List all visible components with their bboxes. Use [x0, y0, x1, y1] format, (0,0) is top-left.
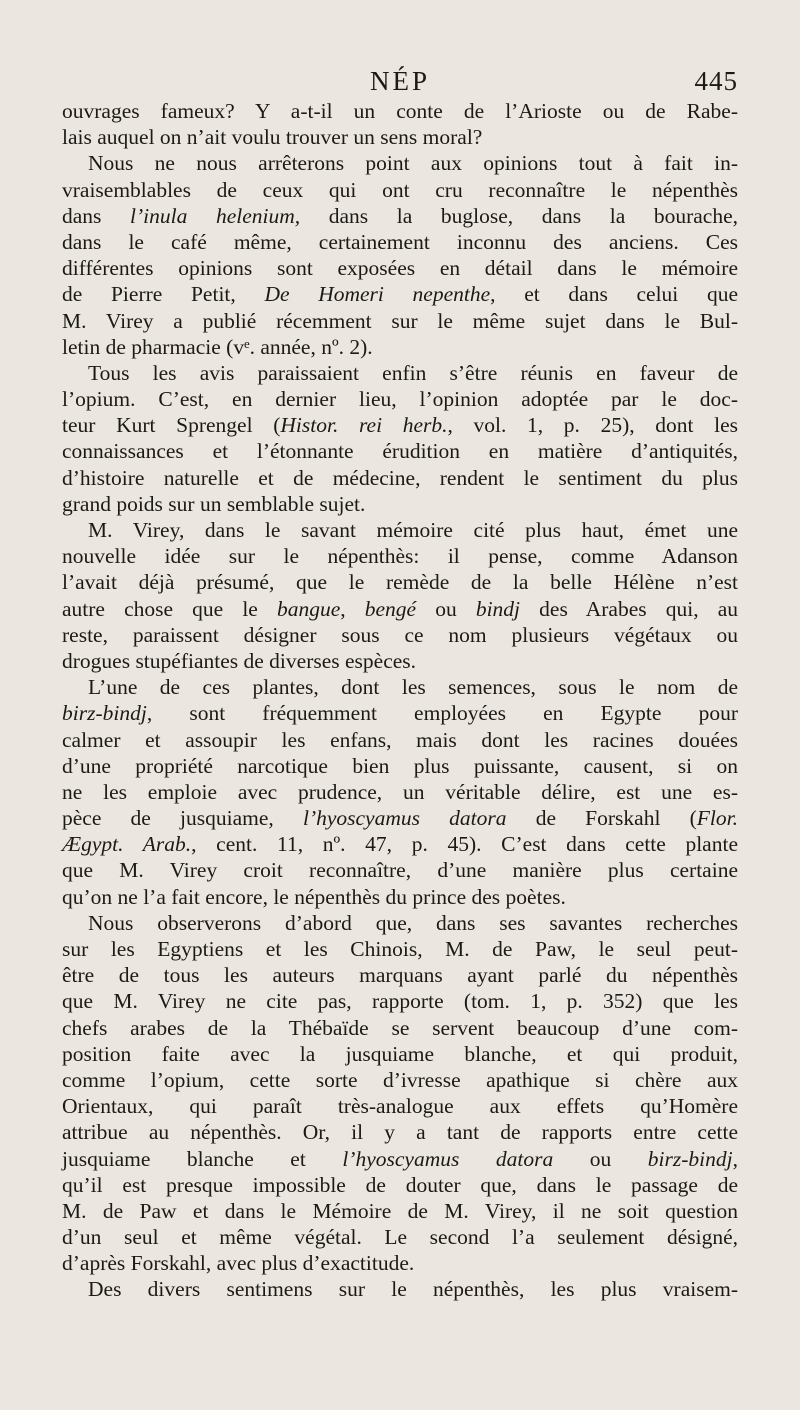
text-line: comme l’opium, cette sorte d’ivresse apathique si chère aux	[62, 1067, 738, 1092]
text-line: position faite avec la jusquiame blanche, et qui produit,	[62, 1041, 738, 1066]
text-run: , vol. 1, p. 25), dont les	[447, 413, 739, 438]
italic-run: bengé	[364, 596, 417, 621]
running-head: NÉP	[369, 66, 430, 96]
text-run: dans la buglose, dans la bourache,	[300, 203, 738, 228]
text-line	[62, 805, 738, 831]
text-line: qu’on ne l’a fait encore, le népenthès du prince des poètes.	[62, 884, 566, 909]
page-number: 445	[694, 66, 738, 96]
text-line	[62, 412, 738, 438]
text-line	[62, 1146, 738, 1172]
text-line: drogues stupéfiantes de diverses espèces.	[62, 648, 417, 673]
text-line	[62, 831, 738, 857]
text-line: d’une propriété narcotique bien plus puissante, causent, si on	[62, 753, 738, 778]
text-run: ou	[553, 1146, 648, 1171]
text-line: reste, paraissent désigner sous ce nom plusieurs végétaux ou	[62, 622, 738, 647]
text-line: Nous ne nous arrêterons point aux opinions tout à fait in-	[88, 151, 738, 176]
text-line: grand poids sur un semblable sujet.	[62, 491, 366, 516]
text-line: Nous observerons d’abord que, dans ses savantes recherches	[88, 910, 738, 935]
text-line: chefs arabes de la Thébaïde se servent beaucoup d’une com-	[62, 1015, 738, 1040]
italic-run: l’hyoscyamus datora	[342, 1146, 554, 1171]
text-run: ou	[416, 596, 476, 621]
text-run: , cent. 11, nº. 47, p. 45). C’est dans cette plante	[191, 832, 738, 857]
text-run: dans	[62, 203, 131, 228]
text-line: calmer et assoupir les enfans, mais dont les racines douées	[62, 727, 738, 752]
text-run: autre chose que le	[62, 596, 277, 621]
text-run: , et dans celui que	[490, 282, 738, 307]
text-line: d’histoire naturelle et de médecine, rendent le sentiment du plus	[62, 465, 738, 490]
text-line: ouvrages fameux? Y a-t-il un conte de l’Arioste ou de Rabe-	[62, 99, 738, 123]
text-line: d’un seul et même végétal. Le second l’a seulement désigné,	[62, 1225, 738, 1250]
text-line: que M. Virey croit reconnaître, d’une manière plus certaine	[62, 858, 738, 883]
text-line	[62, 281, 738, 307]
text-line: Des divers sentimens sur le népenthès, les plus vraisem-	[88, 1277, 738, 1302]
text-run: des Arabes qui, au	[520, 596, 739, 621]
text-line: l’opium. C’est, en dernier lieu, l’opinion adoptée par le doc-	[62, 387, 738, 412]
italic-run: l’hyoscyamus datora	[302, 806, 507, 831]
text-line: vraisemblables de ceux qui ont cru reconnaître le népenthès	[62, 177, 738, 202]
italic-run: l’inula helenium,	[130, 203, 301, 228]
text-line: attribue au népenthès. Or, il y a tant de rapports entre cette	[62, 1120, 738, 1145]
body-text	[62, 98, 738, 1303]
text-run: pèce de jusquiame,	[62, 806, 303, 831]
text-run: ,	[340, 596, 365, 621]
text-line: différentes opinions sont exposées en détail dans le mémoire	[62, 256, 738, 281]
italic-run: Flor.	[696, 806, 738, 831]
text-run: jusquiame blanche et	[62, 1146, 343, 1171]
text-line: letin de pharmacie (vᵉ. année, nº. 2).	[62, 334, 373, 359]
text-line: ne les emploie avec prudence, un véritable délire, est une es-	[62, 779, 738, 804]
text-line	[62, 700, 738, 726]
text-line: Orientaux, qui paraît très-analogue aux effets qu’Homère	[62, 1094, 738, 1119]
text-run: ,	[732, 1146, 738, 1171]
text-line: nouvelle idée sur le népenthès: il pense, comme Adanson	[62, 544, 738, 569]
text-line: être de tous les auteurs marquans ayant parlé du népenthès	[62, 963, 738, 988]
text-line: connaissances et l’étonnante érudition en matière d’antiquités,	[62, 439, 738, 464]
text-line: M. Virey, dans le savant mémoire cité plus haut, émet une	[88, 518, 738, 542]
text-line	[62, 596, 738, 622]
italic-run: birz-bindj	[647, 1146, 733, 1171]
text-run: , sont fréquemment employées en Egypte pour	[146, 701, 738, 726]
text-run: de Forskahl (	[506, 806, 697, 831]
text-line: L’une de ces plantes, dont les semences, sous le nom de	[88, 675, 738, 700]
text-line: M. de Paw et dans le Mémoire de M. Virey, il ne soit question	[62, 1198, 738, 1223]
text-run: teur Kurt Sprengel (	[62, 413, 281, 438]
text-line: l’avait déjà présumé, que le remède de la belle Hélène n’est	[62, 570, 738, 595]
text-line: dans le café même, certainement inconnu des anciens. Ces	[62, 229, 738, 254]
text-line: qu’il est presque impossible de douter que, dans le passage de	[62, 1172, 738, 1197]
text-line: M. Virey a publié récemment sur le même sujet dans le Bul-	[62, 308, 738, 333]
text-line: sur les Egyptiens et les Chinois, M. de Paw, le seul peut-	[62, 937, 738, 961]
text-line	[62, 203, 738, 229]
text-line: Tous les avis paraissaient enfin s’être réunis en faveur de	[88, 360, 738, 385]
text-line: d’après Forskahl, avec plus d’exactitude.	[62, 1251, 415, 1276]
text-line: lais auquel on n’ait voulu trouver un sens moral?	[62, 125, 483, 150]
italic-run: birz-bindj	[62, 701, 147, 726]
italic-run: bangue	[276, 596, 341, 621]
text-line: que M. Virey ne cite pas, rapporte (tom. 1, p. 352) que les	[62, 989, 738, 1014]
italic-run: bindj	[475, 596, 521, 621]
italic-run: Ægypt. Arab.	[62, 832, 192, 857]
italic-run: De Homeri nepenthe	[264, 282, 491, 307]
text-run: de Pierre Petit,	[62, 282, 265, 307]
italic-run: Histor. rei herb.	[280, 413, 448, 438]
